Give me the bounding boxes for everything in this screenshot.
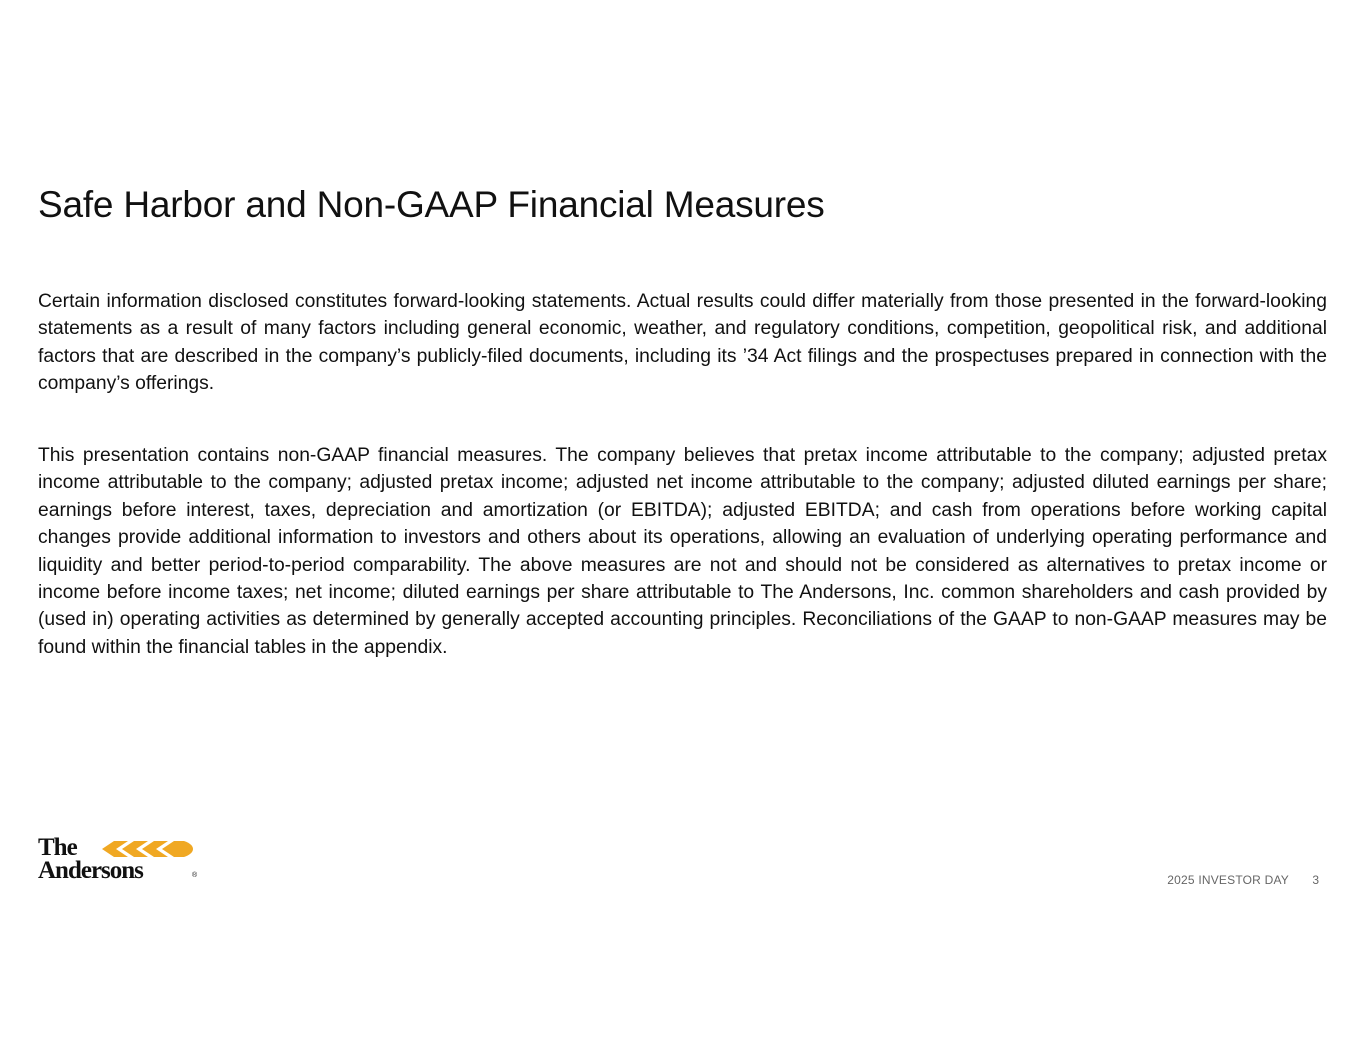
wheat-icon xyxy=(98,837,194,861)
non-gaap-paragraph: This presentation contains non-GAAP financial measures. The company believes that pretax income attributable to the company; adjusted pretax income attributable to the company; adjusted pretax income; adjusted net income attributable to the company; adjusted diluted earnings per share; earnings before interest, taxes, depreciation and amortization (or EBITDA); adjusted EBITDA; and cash from operations before working capital changes provide additional information to investors and others about its operations, allowing an evaluation of underlying operating performance and liquidity and better period-to-period comparability. The above measures are not and should not be considered as alternatives to pretax income or income before income taxes; net income; diluted earnings per share attributable to The Andersons, Inc. common shareholders and cash provided by (used in) operating activities as determined by generally accepted accounting principles. Reconciliations of the GAAP to non-GAAP measures may be found within the financial tables in the appendix. xyxy=(38,445,1327,658)
logo-line-1: The xyxy=(38,834,77,861)
company-logo xyxy=(38,836,198,888)
safe-harbor-paragraph: Certain information disclosed constitutes forward-looking statements. Actual results could differ materially from those presented in the forward-looking statements as a result of many factors including general economic, weather, and regulatory conditions, competition, geopolitical risk, and additional factors that are described in the company’s publicly-filed documents, including its ’34 Act filings and the prospectuses prepared in connection with the company’s offerings. xyxy=(38,291,1327,395)
registered-mark: ® xyxy=(192,872,198,879)
slide-footer xyxy=(1167,873,1319,887)
logo-line-2: Andersons xyxy=(38,857,143,884)
page-number: 3 xyxy=(1312,873,1319,887)
footer-event-label: 2025 INVESTOR DAY xyxy=(1167,873,1289,887)
slide-title: Safe Harbor and Non-GAAP Financial Measures xyxy=(38,184,825,225)
